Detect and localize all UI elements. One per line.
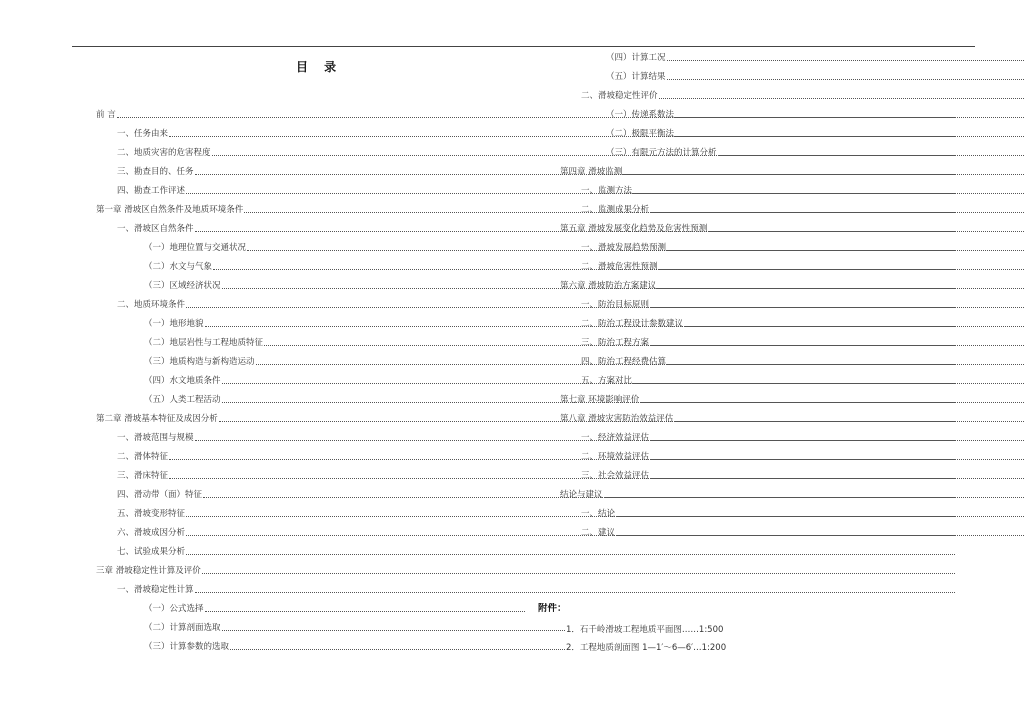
toc-title: 目 录 xyxy=(296,60,343,74)
dot-leader xyxy=(186,554,955,555)
toc-entry[interactable] xyxy=(581,90,1024,102)
dot-leader xyxy=(616,516,1024,517)
appendix-item[interactable] xyxy=(566,624,800,636)
toc-entry[interactable] xyxy=(560,166,1024,178)
toc-entry-label: 前 言 xyxy=(96,110,116,120)
toc-entry-label: （二）地层岩性与工程地质特征 xyxy=(144,338,264,348)
toc-entry-label: （一）地形地貌 xyxy=(144,319,204,329)
appendix-item-label: 2．工程地质剖面图 1—1′～6—6′…1:200 xyxy=(566,643,727,653)
toc-entry[interactable] xyxy=(581,356,1024,368)
toc-entry[interactable] xyxy=(581,508,1024,520)
toc-entry-label: 六、滑坡成因分析 xyxy=(117,528,186,538)
dot-leader xyxy=(667,60,1024,61)
toc-entry-label: 第五章 滑坡发展变化趋势及危害性预测 xyxy=(560,224,708,234)
toc-entry[interactable] xyxy=(606,109,1024,121)
toc-entry[interactable] xyxy=(581,375,1024,387)
toc-entry[interactable] xyxy=(144,622,565,634)
toc-entry-label: 二、环境效益评估 xyxy=(581,452,650,462)
toc-entry-label: 一、滑坡发展趋势预测 xyxy=(581,243,667,253)
toc-entry[interactable] xyxy=(581,527,1024,539)
toc-entry[interactable] xyxy=(560,223,1024,235)
toc-entry[interactable] xyxy=(581,261,1024,273)
appendix-heading xyxy=(538,603,598,615)
toc-entry[interactable] xyxy=(581,451,1024,463)
dot-leader xyxy=(650,440,1024,441)
dot-leader xyxy=(718,155,1024,156)
toc-entry-label: 第二章 滑坡基本特征及成因分析 xyxy=(96,414,218,424)
toc-entry-label: 第一章 滑坡区自然条件及地质环境条件 xyxy=(96,205,244,215)
appendix-item[interactable] xyxy=(566,642,800,654)
toc-entry-label: 二、建议 xyxy=(581,528,616,538)
toc-entry-label: 四、滑动带（面）特征 xyxy=(117,490,203,500)
toc-entry[interactable] xyxy=(144,603,525,615)
dot-leader xyxy=(659,269,1024,270)
dot-leader xyxy=(222,630,565,631)
toc-entry-label: 三、勘查目的、任务 xyxy=(117,167,194,177)
toc-entry[interactable] xyxy=(581,204,1024,216)
toc-entry-label: 一、防治目标原则 xyxy=(581,300,650,310)
toc-entry-label: 一、经济效益评估 xyxy=(581,433,650,443)
toc-entry[interactable] xyxy=(144,641,565,653)
dot-leader xyxy=(633,193,1024,194)
toc-entry-label: 第七章 环境影响评价 xyxy=(560,395,640,405)
toc-entry-label: 一、结论 xyxy=(581,509,616,519)
toc-entry-label: 二、滑坡稳定性评价 xyxy=(581,91,658,101)
dot-leader xyxy=(659,98,1024,99)
toc-entry-label: 一、滑坡区自然条件 xyxy=(117,224,194,234)
toc-entry[interactable] xyxy=(117,546,955,558)
toc-entry-label: （三）区域经济状况 xyxy=(144,281,221,291)
toc-entry-label: 一、任务由来 xyxy=(117,129,169,139)
toc-entry-label: 七、试验成果分析 xyxy=(117,547,186,557)
dot-leader xyxy=(667,364,1024,365)
toc-entry-label: 结论与建议 xyxy=(560,490,603,500)
toc-entry-label: （二）水文与气象 xyxy=(144,262,213,272)
dot-leader xyxy=(708,231,1024,232)
toc-entry-label: 一、滑坡稳定性计算 xyxy=(117,585,194,595)
dot-leader xyxy=(604,497,1024,498)
dot-leader xyxy=(623,174,1024,175)
dot-leader xyxy=(616,535,1024,536)
toc-entry-label: （一）传递系数法 xyxy=(606,110,675,120)
toc-entry-label: 二、滑坡危害性预测 xyxy=(581,262,658,272)
toc-entry-label: 二、地质灾害的危害程度 xyxy=(117,148,211,158)
dot-leader xyxy=(650,307,1024,308)
toc-entry[interactable] xyxy=(560,280,1024,292)
dot-leader xyxy=(657,288,1024,289)
toc-entry-label: 三、防治工程方案 xyxy=(581,338,650,348)
toc-entry-label: 五、滑坡变形特征 xyxy=(117,509,186,519)
toc-entry-label: 三、滑床特征 xyxy=(117,471,169,481)
dot-leader xyxy=(667,79,1024,80)
toc-entry[interactable] xyxy=(96,565,955,577)
toc-entry[interactable] xyxy=(117,584,955,596)
dot-leader xyxy=(633,383,1024,384)
toc-entry[interactable] xyxy=(560,394,1024,406)
toc-entry[interactable] xyxy=(581,242,1024,254)
toc-entry[interactable] xyxy=(581,318,1024,330)
toc-entry-label: （三）地质构造与新构造运动 xyxy=(144,357,255,367)
dot-leader xyxy=(684,326,1024,327)
toc-entry[interactable] xyxy=(560,489,1024,501)
toc-entry[interactable] xyxy=(581,470,1024,482)
toc-entry-label: 四、防治工程经费估算 xyxy=(581,357,667,367)
toc-entry-label: （四）水文地质条件 xyxy=(144,376,221,386)
toc-entry-label: 二、防治工程设计参数建议 xyxy=(581,319,684,329)
toc-entry-label: （一）公式选择 xyxy=(144,604,204,614)
toc-entry-label: 二、监测成果分析 xyxy=(581,205,650,215)
toc-entry[interactable] xyxy=(606,147,1024,159)
dot-leader xyxy=(675,136,1024,137)
toc-entry-label: 二、地质环境条件 xyxy=(117,300,186,310)
toc-entry-label: （三）有限元方法的计算分析 xyxy=(606,148,717,158)
toc-entry[interactable] xyxy=(581,432,1024,444)
dot-leader xyxy=(650,478,1024,479)
toc-entry[interactable] xyxy=(606,71,1024,83)
appendix-item-label: 1．石千岭滑坡工程地质平面图……1:500 xyxy=(566,625,724,635)
toc-entry[interactable] xyxy=(606,52,1024,64)
dot-leader xyxy=(230,649,565,650)
toc-entry-label: 第八章 滑坡灾害防治效益评估 xyxy=(560,414,674,424)
toc-entry-label: （五）计算结果 xyxy=(606,72,666,82)
toc-entry-label: 四、勘查工作评述 xyxy=(117,186,186,196)
toc-entry-label: （四）计算工况 xyxy=(606,53,666,63)
dot-leader xyxy=(195,592,955,593)
toc-entry-label: 三、社会效益评估 xyxy=(581,471,650,481)
toc-entry[interactable] xyxy=(560,413,1024,425)
dot-leader xyxy=(205,611,525,612)
dot-leader xyxy=(674,421,1024,422)
dot-leader xyxy=(650,345,1024,346)
toc-entry-label: （二）计算剖面选取 xyxy=(144,623,221,633)
toc-entry-label: 一、滑坡范围与规模 xyxy=(117,433,194,443)
toc-entry[interactable] xyxy=(581,337,1024,349)
toc-entry[interactable] xyxy=(581,299,1024,311)
top-rule xyxy=(72,46,975,47)
toc-entry[interactable] xyxy=(581,185,1024,197)
dot-leader xyxy=(650,459,1024,460)
toc-entry-label: 五、方案对比 xyxy=(581,376,633,386)
toc-entry-label: 二、滑体特征 xyxy=(117,452,169,462)
toc-entry-label: 第六章 滑坡防治方案建议 xyxy=(560,281,657,291)
toc-entry-label: （二）极限平衡法 xyxy=(606,129,675,139)
toc-entry-label: 第四章 滑坡监测 xyxy=(560,167,623,177)
dot-leader xyxy=(640,402,1024,403)
toc-entry[interactable] xyxy=(606,128,1024,140)
toc-entry-label: 一、监测方法 xyxy=(581,186,633,196)
dot-leader xyxy=(667,250,1024,251)
toc-entry-label: （三）计算参数的选取 xyxy=(144,642,230,652)
dot-leader xyxy=(202,573,955,574)
dot-leader xyxy=(675,117,1024,118)
appendix-heading-label: 附件： xyxy=(538,603,567,614)
dot-leader xyxy=(650,212,1024,213)
toc-entry-label: （五）人类工程活动 xyxy=(144,395,221,405)
toc-entry-label: 三章 滑坡稳定性计算及评价 xyxy=(96,566,201,576)
toc-entry-label: （一）地理位置与交通状况 xyxy=(144,243,247,253)
